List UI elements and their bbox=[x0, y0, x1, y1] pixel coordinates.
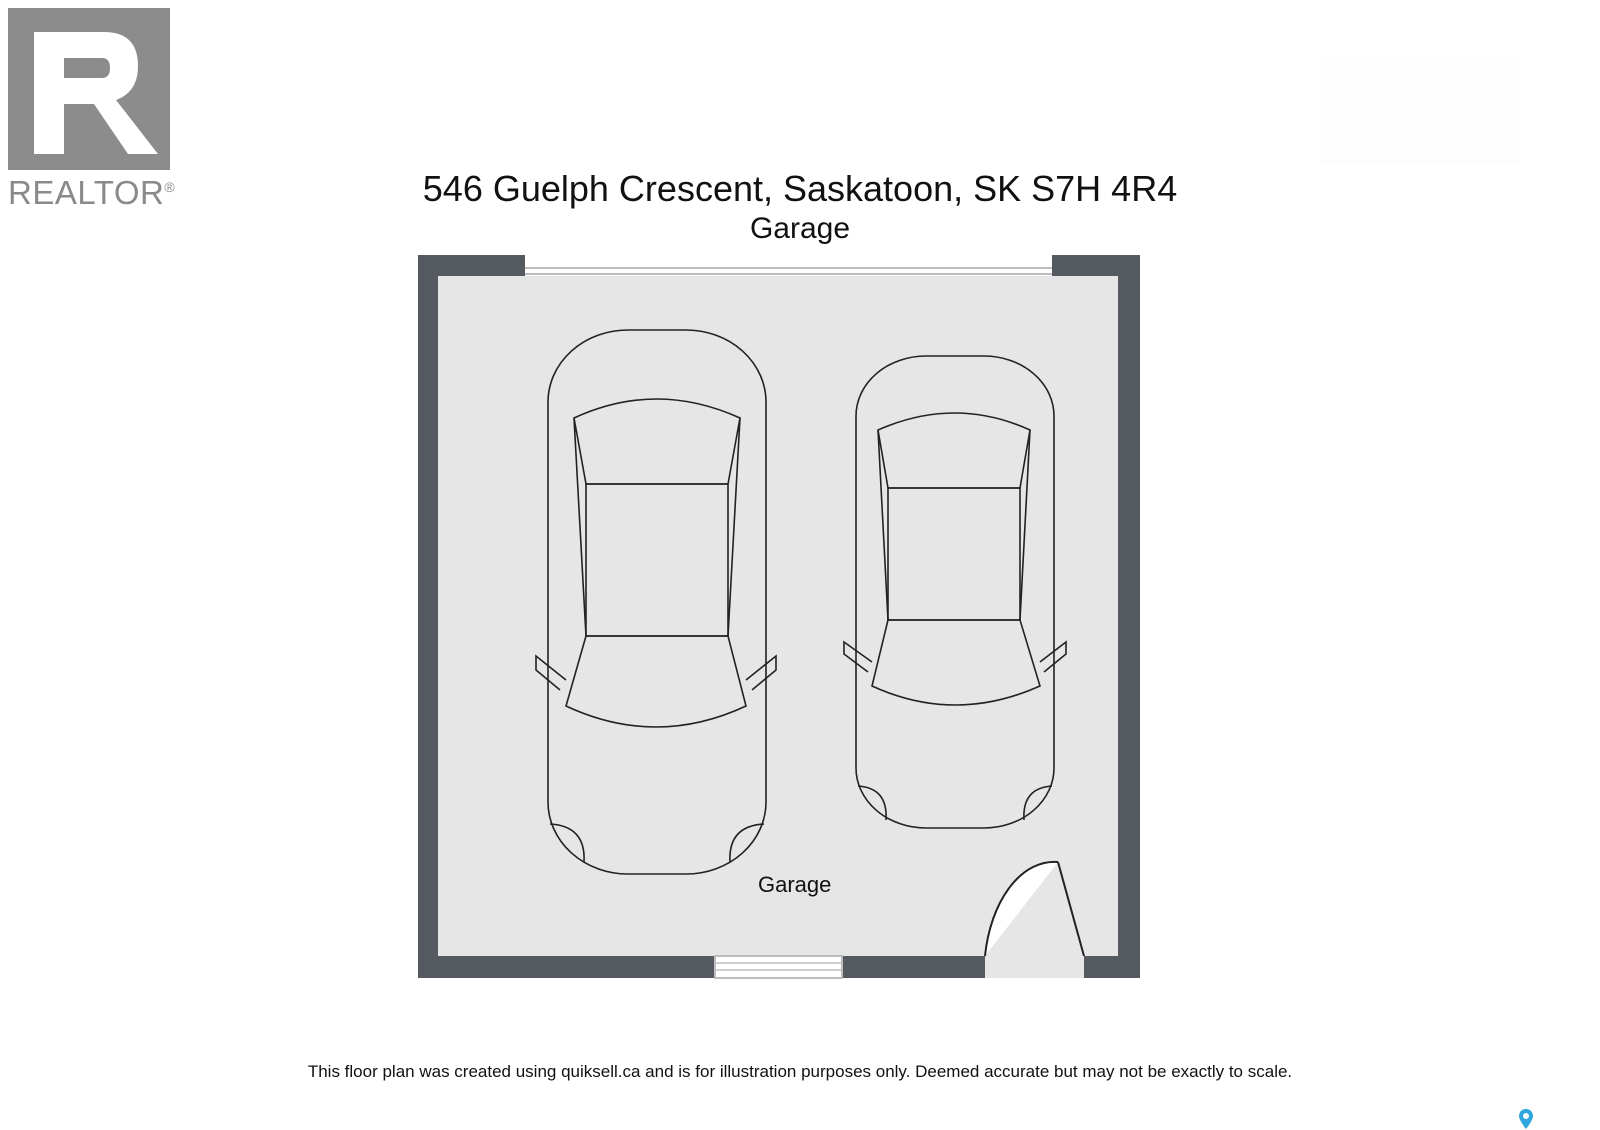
disclaimer: This floor plan was created using quiksell.ca and is for illustration purposes only. Deemed accurate but may not be exactly to scale. bbox=[307, 1062, 1293, 1081]
realtor-name: REALTOR bbox=[8, 174, 165, 211]
wall-bottom-right bbox=[1084, 956, 1140, 978]
window bbox=[715, 956, 842, 978]
registered-mark: ® bbox=[164, 179, 176, 195]
map-pin-icon[interactable] bbox=[1518, 1108, 1534, 1130]
wall-left bbox=[418, 255, 438, 978]
car-right bbox=[844, 356, 1066, 828]
property-address: 546 Guelph Crescent, Saskatoon, SK S7H 4R4 bbox=[422, 168, 1178, 209]
wall-bottom-left bbox=[418, 956, 715, 978]
wall-right bbox=[1118, 255, 1140, 978]
floor-name: Garage bbox=[749, 212, 851, 245]
car-left bbox=[536, 330, 776, 874]
room-label-garage: Garage bbox=[758, 872, 832, 897]
wall-bottom-mid bbox=[842, 956, 985, 978]
overhead-door bbox=[525, 268, 1052, 274]
